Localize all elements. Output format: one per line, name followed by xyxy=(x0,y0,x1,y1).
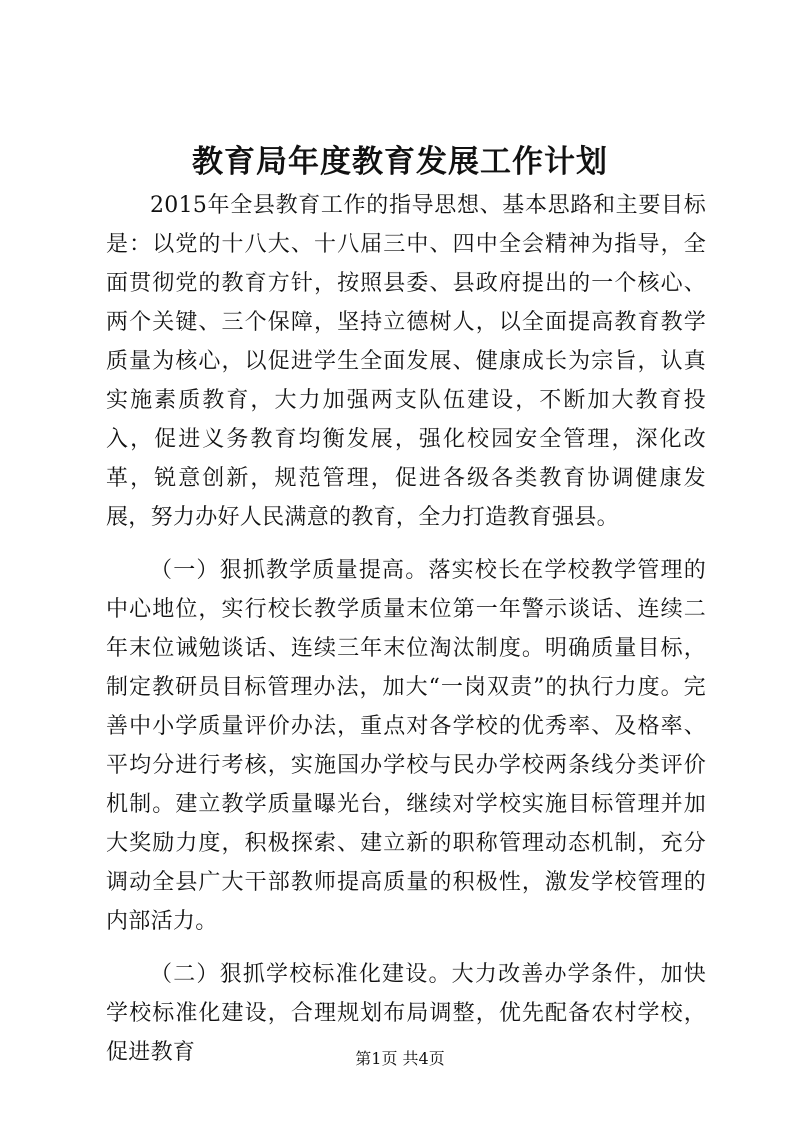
document-title: 教育局年度教育发展工作计划 xyxy=(192,144,608,180)
paragraph-section-1: （一）狠抓教学质量提高。落实校长在学校教学管理的中心地位，实行校长教学质量末位第一年警示谈话、连续二年末位诫勉谈话、连续三年末位淘汰制度。明确质量目标，制定教研员目标管理办法，加大“一岗双责”的执行力度。完善中小学质量评价办法，重点对各学校的优秀率、及格率、平均分进行考核，实施国办学校与民办学校两条线分类评价机制。建立教学质量曝光台，继续对学校实施目标管理并加大奖励力度，积极探索、建立新的职称管理动态机制，充分调动全县广大干部教师提高质量的积极性，激发学校管理的内部活力。 xyxy=(106,558,706,934)
document-body xyxy=(106,186,706,1072)
page-number-footer: 第1页 共4页 xyxy=(355,1049,445,1068)
paragraph-intro: 2015年全县教育工作的指导思想、基本思路和主要目标是：以党的十八大、十八届三中、四中全会精神为指导，全面贯彻党的教育方针，按照县委、县政府提出的一个核心、两个关键、三个保障，坚持立德树人，以全面提高教育教学质量为核心，以促进学生全面发展、健康成长为宗旨，认真实施素质教育，大力加强两支队伍建设，不断加大教育投入，促进义务教育均衡发展，强化校园安全管理，深化改革，锐意创新，规范管理，促进各级各类教育协调健康发展，努力办好人民满意的教育，全力打造教育强县。 xyxy=(106,193,706,530)
paragraph-section-2: （二）狠抓学校标准化建设。大力改善办学条件，加快学校标准化建设，合理规划布局调整，优先配备农村学校，促进教育 xyxy=(106,962,706,1065)
